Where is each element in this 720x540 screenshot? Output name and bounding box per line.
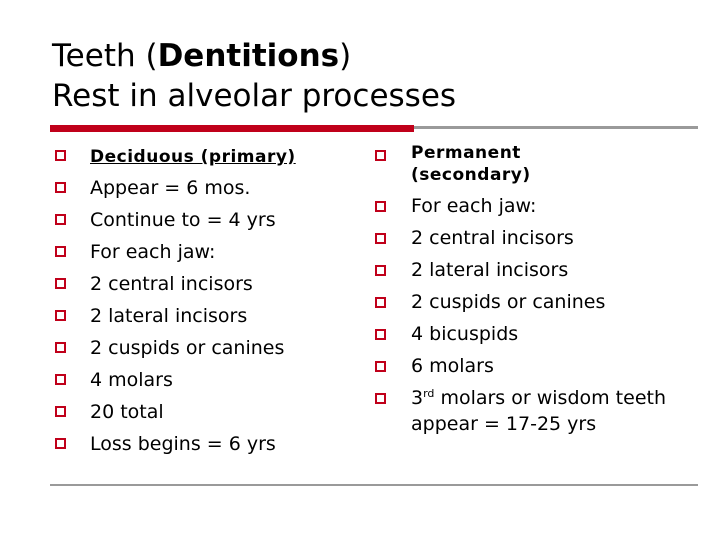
list-item-text: 2 cuspids or canines: [90, 337, 285, 359]
list-item: [375, 142, 675, 187]
list-item: [375, 193, 675, 219]
list-item-text: 6 molars: [411, 355, 494, 377]
list-item-text: For each jaw:: [90, 241, 216, 263]
square-bullet-icon: [375, 297, 386, 308]
deciduous-list: [55, 142, 345, 462]
square-bullet-icon: [55, 246, 66, 257]
list-item-text: For each jaw:: [411, 195, 537, 217]
list-item-text: Continue to = 4 yrs: [90, 209, 276, 231]
list-item-text: Loss begins = 6 yrs: [90, 433, 276, 455]
list-item: [375, 321, 675, 347]
square-bullet-icon: [375, 361, 386, 372]
title-subtitle-line: Rest in alveolar processes: [52, 78, 457, 114]
square-bullet-icon: [55, 438, 66, 449]
list-item: [55, 142, 345, 174]
square-bullet-icon: [375, 201, 386, 212]
list-item: [55, 206, 345, 238]
square-bullet-icon: [55, 150, 66, 161]
list-item: [55, 302, 345, 334]
title-divider-accent: [50, 125, 414, 132]
list-item: [55, 430, 345, 462]
list-item: [55, 366, 345, 398]
slide-title: [52, 36, 456, 116]
permanent-heading-line1: Permanent: [411, 143, 521, 163]
square-bullet-icon: [375, 233, 386, 244]
square-bullet-icon: [55, 310, 66, 321]
wisdom-number: 3: [411, 387, 424, 409]
wisdom-text: molars or wisdom teeth appear = 17-25 yrs: [411, 387, 666, 435]
list-item-text: 2 central incisors: [90, 273, 253, 295]
permanent-heading-line2: (secondary): [411, 165, 531, 185]
square-bullet-icon: [375, 150, 386, 161]
list-item: [55, 238, 345, 270]
title-suffix: ): [339, 38, 352, 74]
list-item-text: 2 central incisors: [411, 227, 574, 249]
square-bullet-icon: [55, 342, 66, 353]
list-item-text: Appear = 6 mos.: [90, 177, 251, 199]
square-bullet-icon: [55, 278, 66, 289]
list-item: [375, 257, 675, 283]
list-item: [375, 225, 675, 251]
square-bullet-icon: [375, 393, 386, 404]
square-bullet-icon: [55, 406, 66, 417]
title-prefix: Teeth (: [52, 38, 158, 74]
deciduous-heading: Deciduous (primary): [90, 147, 296, 167]
list-item: [55, 270, 345, 302]
list-item-text: 2 cuspids or canines: [411, 291, 606, 313]
list-item-text: 4 molars: [90, 369, 173, 391]
list-item-text: 2 lateral incisors: [411, 259, 569, 281]
list-item: [375, 289, 675, 315]
footer-divider: [50, 484, 698, 486]
title-bold-term: Dentitions: [157, 38, 340, 74]
square-bullet-icon: [55, 374, 66, 385]
list-item: [55, 174, 345, 206]
list-item-text: 20 total: [90, 401, 164, 423]
permanent-heading: [411, 142, 531, 186]
list-item: [55, 398, 345, 430]
list-item-text: 4 bicuspids: [411, 323, 519, 345]
list-item: [375, 385, 675, 437]
ordinal-suffix: rd: [423, 387, 435, 400]
permanent-list: [375, 142, 675, 443]
square-bullet-icon: [375, 329, 386, 340]
square-bullet-icon: [55, 214, 66, 225]
list-item-text: 2 lateral incisors: [90, 305, 248, 327]
square-bullet-icon: [55, 182, 66, 193]
list-item: [55, 334, 345, 366]
list-item: [375, 353, 675, 379]
square-bullet-icon: [375, 265, 386, 276]
